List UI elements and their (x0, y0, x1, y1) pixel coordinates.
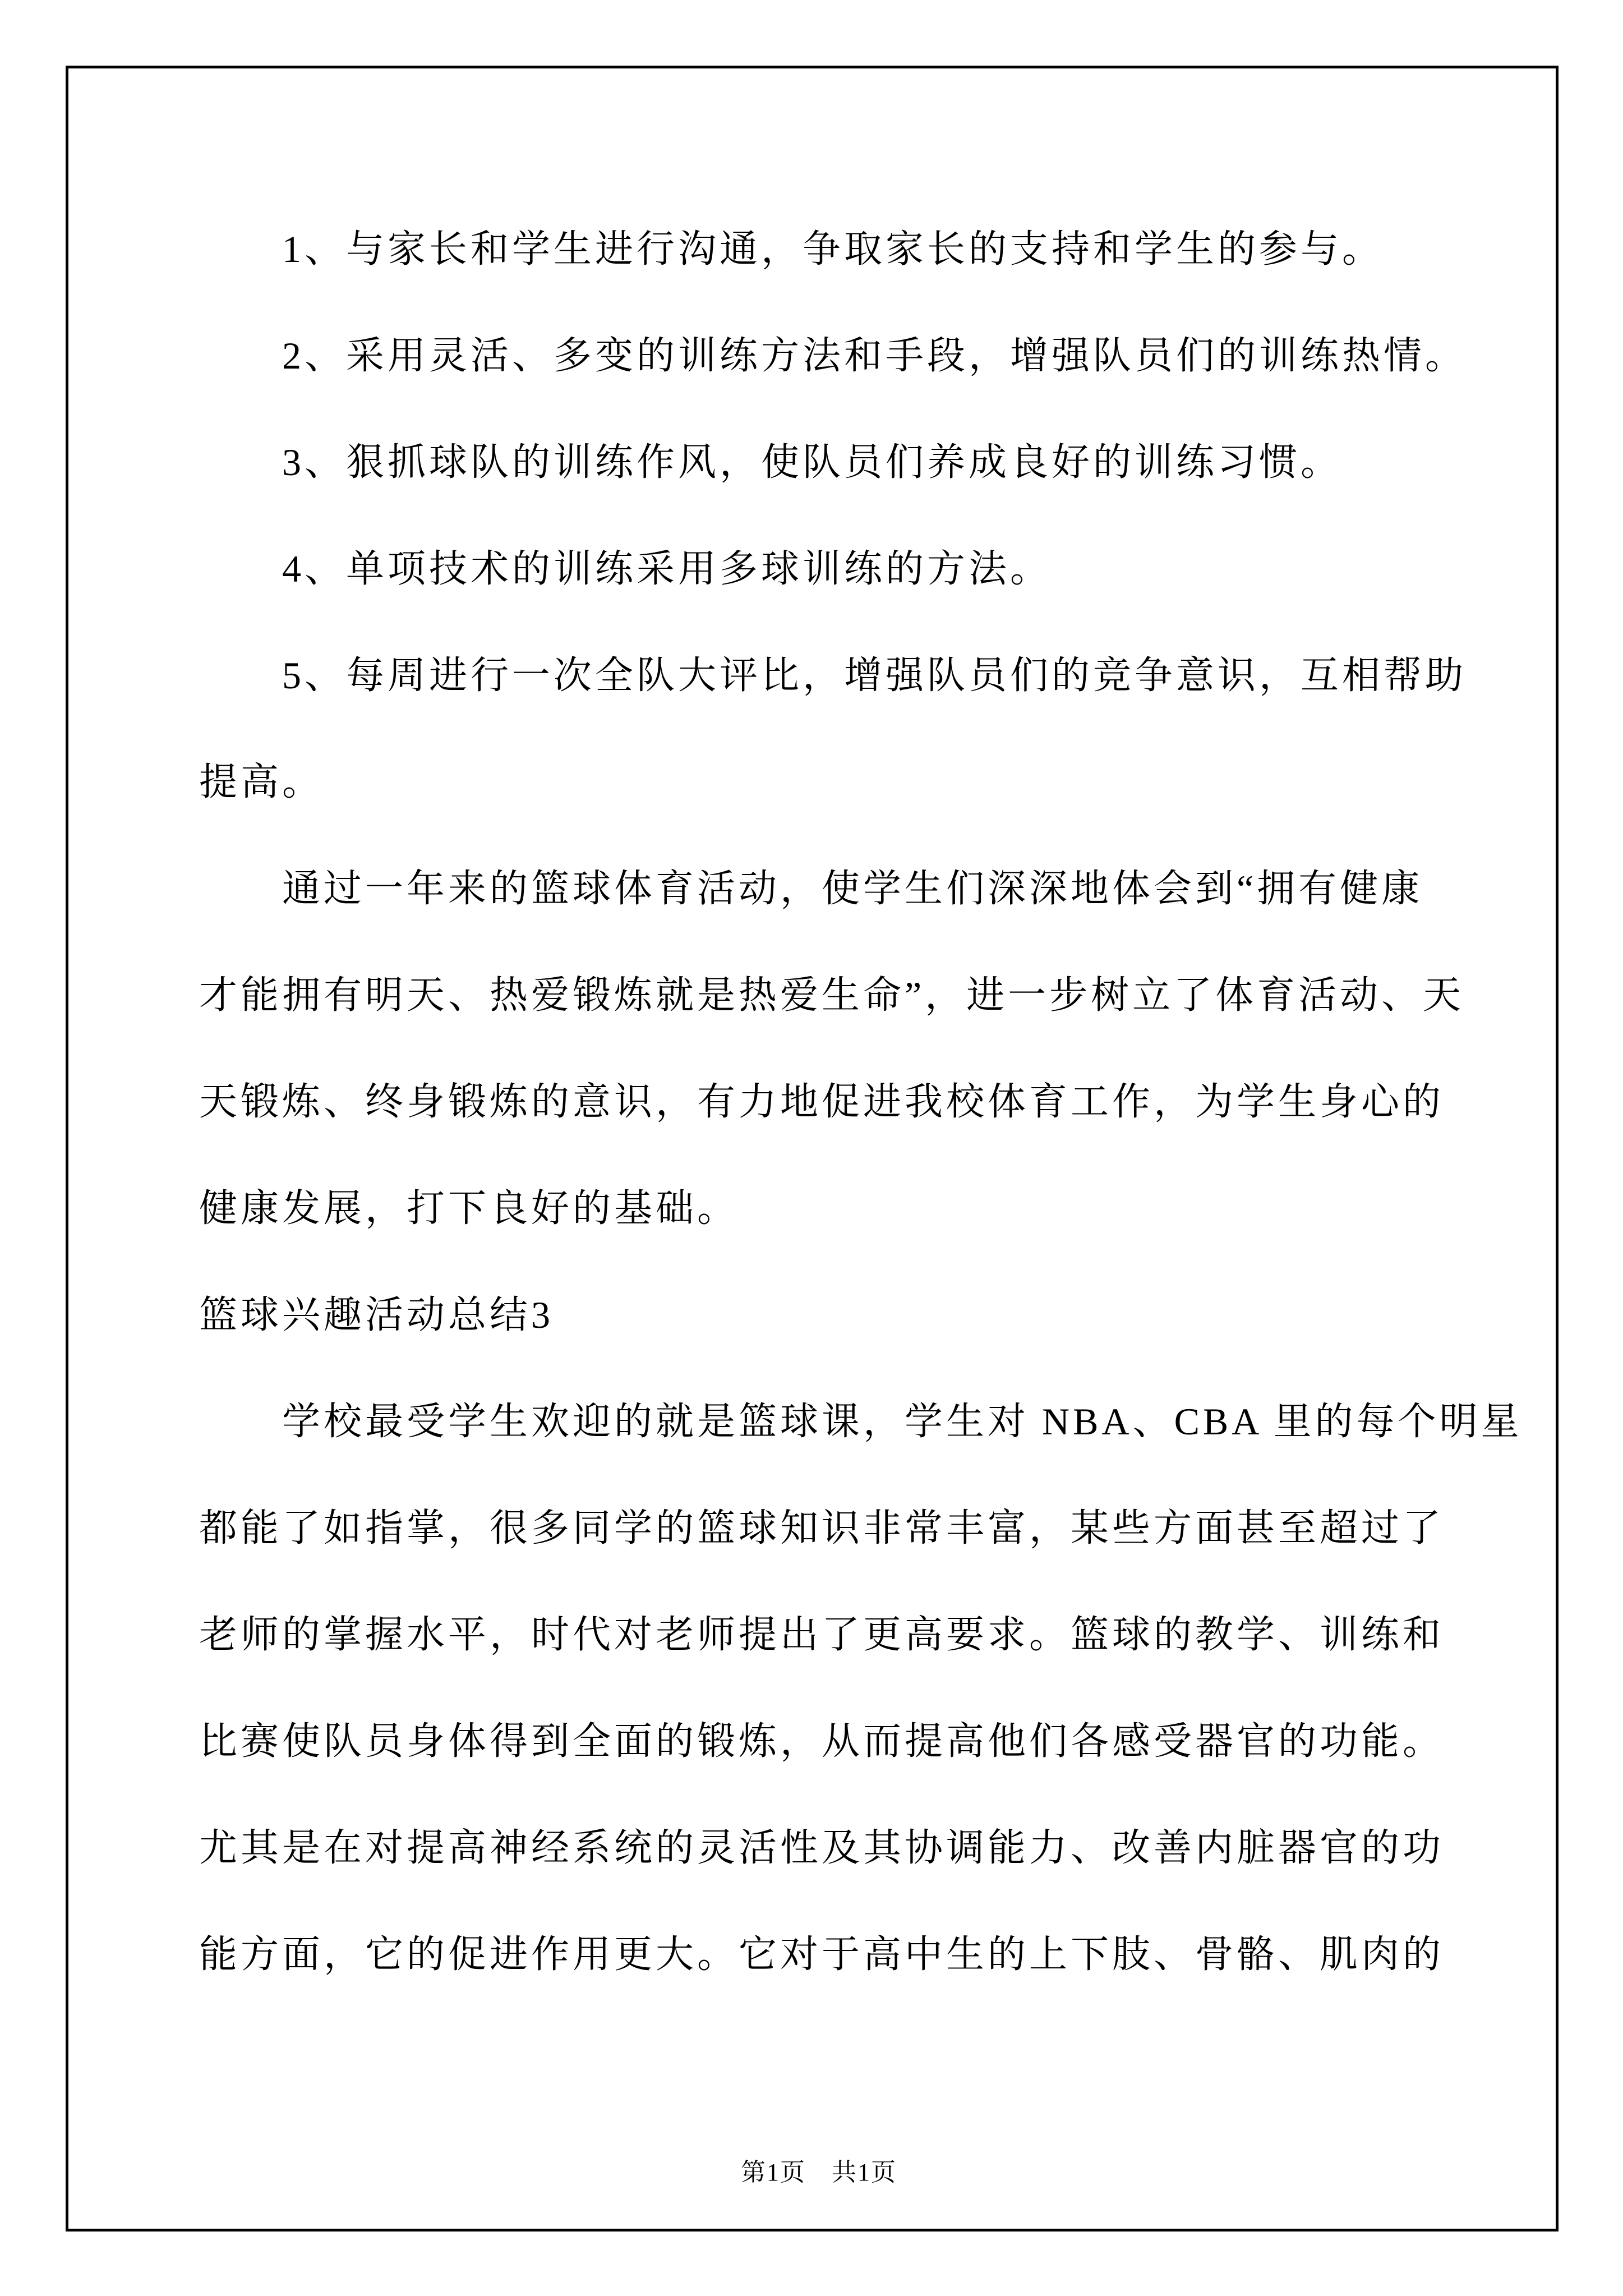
text-line: 学校最受学生欢迎的就是篮球课，学生对 NBA、CBA 里的每个明星 (282, 1400, 1523, 1443)
text-line: 篮球兴趣活动总结3 (199, 1294, 554, 1336)
text-line: 天锻炼、终身锻炼的意识，有力地促进我校体育工作，为学生身心的 (199, 1080, 1445, 1123)
text-line: 2、采用灵活、多变的训练方法和手段，增强队员们的训练热情。 (282, 334, 1467, 377)
text-line: 4、单项技术的训练采用多球训练的方法。 (282, 547, 1052, 590)
document-body (199, 196, 1523, 2008)
paragraph (199, 302, 1467, 409)
text-line: 才能拥有明天、热爱锻炼就是热爱生命”，进一步树立了体育活动、天 (199, 974, 1465, 1016)
paragraph (199, 1368, 1523, 2008)
text-line: 能方面，它的促进作用更大。它对于高中生的上下肢、骨骼、肌肉的 (199, 1933, 1445, 1976)
text-line: 1、与家长和学生进行沟通，争取家长的支持和学生的参与。 (282, 228, 1384, 270)
paragraph (199, 1262, 1461, 1368)
text-line: 提高。 (199, 761, 324, 803)
page-number-text: 第1页 共1页 (741, 2159, 897, 2186)
text-line: 老师的掌握水平，时代对老师提出了更高要求。篮球的教学、训练和 (199, 1613, 1445, 1656)
text-line: 健康发展，打下良好的基础。 (199, 1187, 739, 1230)
paragraph (199, 835, 1465, 1262)
paragraph (199, 196, 1461, 302)
page-footer (0, 2125, 1623, 2188)
text-line: 尤其是在对提高神经系统的灵活性及其协调能力、改善内脏器官的功 (199, 1826, 1445, 1869)
paragraph (199, 516, 1461, 622)
text-line: 都能了如指掌，很多同学的篮球知识非常丰富，某些方面甚至超过了 (199, 1507, 1445, 1549)
paragraph (199, 622, 1467, 835)
text-line: 5、每周进行一次全队大评比，增强队员们的竞争意识，互相帮助 (282, 654, 1467, 697)
text-line: 通过一年来的篮球体育活动，使学生们深深地体会到“拥有健康 (282, 867, 1423, 910)
text-line: 比赛使队员身体得到全面的锻炼，从而提高他们各感受器官的功能。 (199, 1720, 1445, 1763)
text-line: 3、狠抓球队的训练作风，使队员们养成良好的训练习惯。 (282, 441, 1343, 484)
paragraph (199, 409, 1461, 516)
